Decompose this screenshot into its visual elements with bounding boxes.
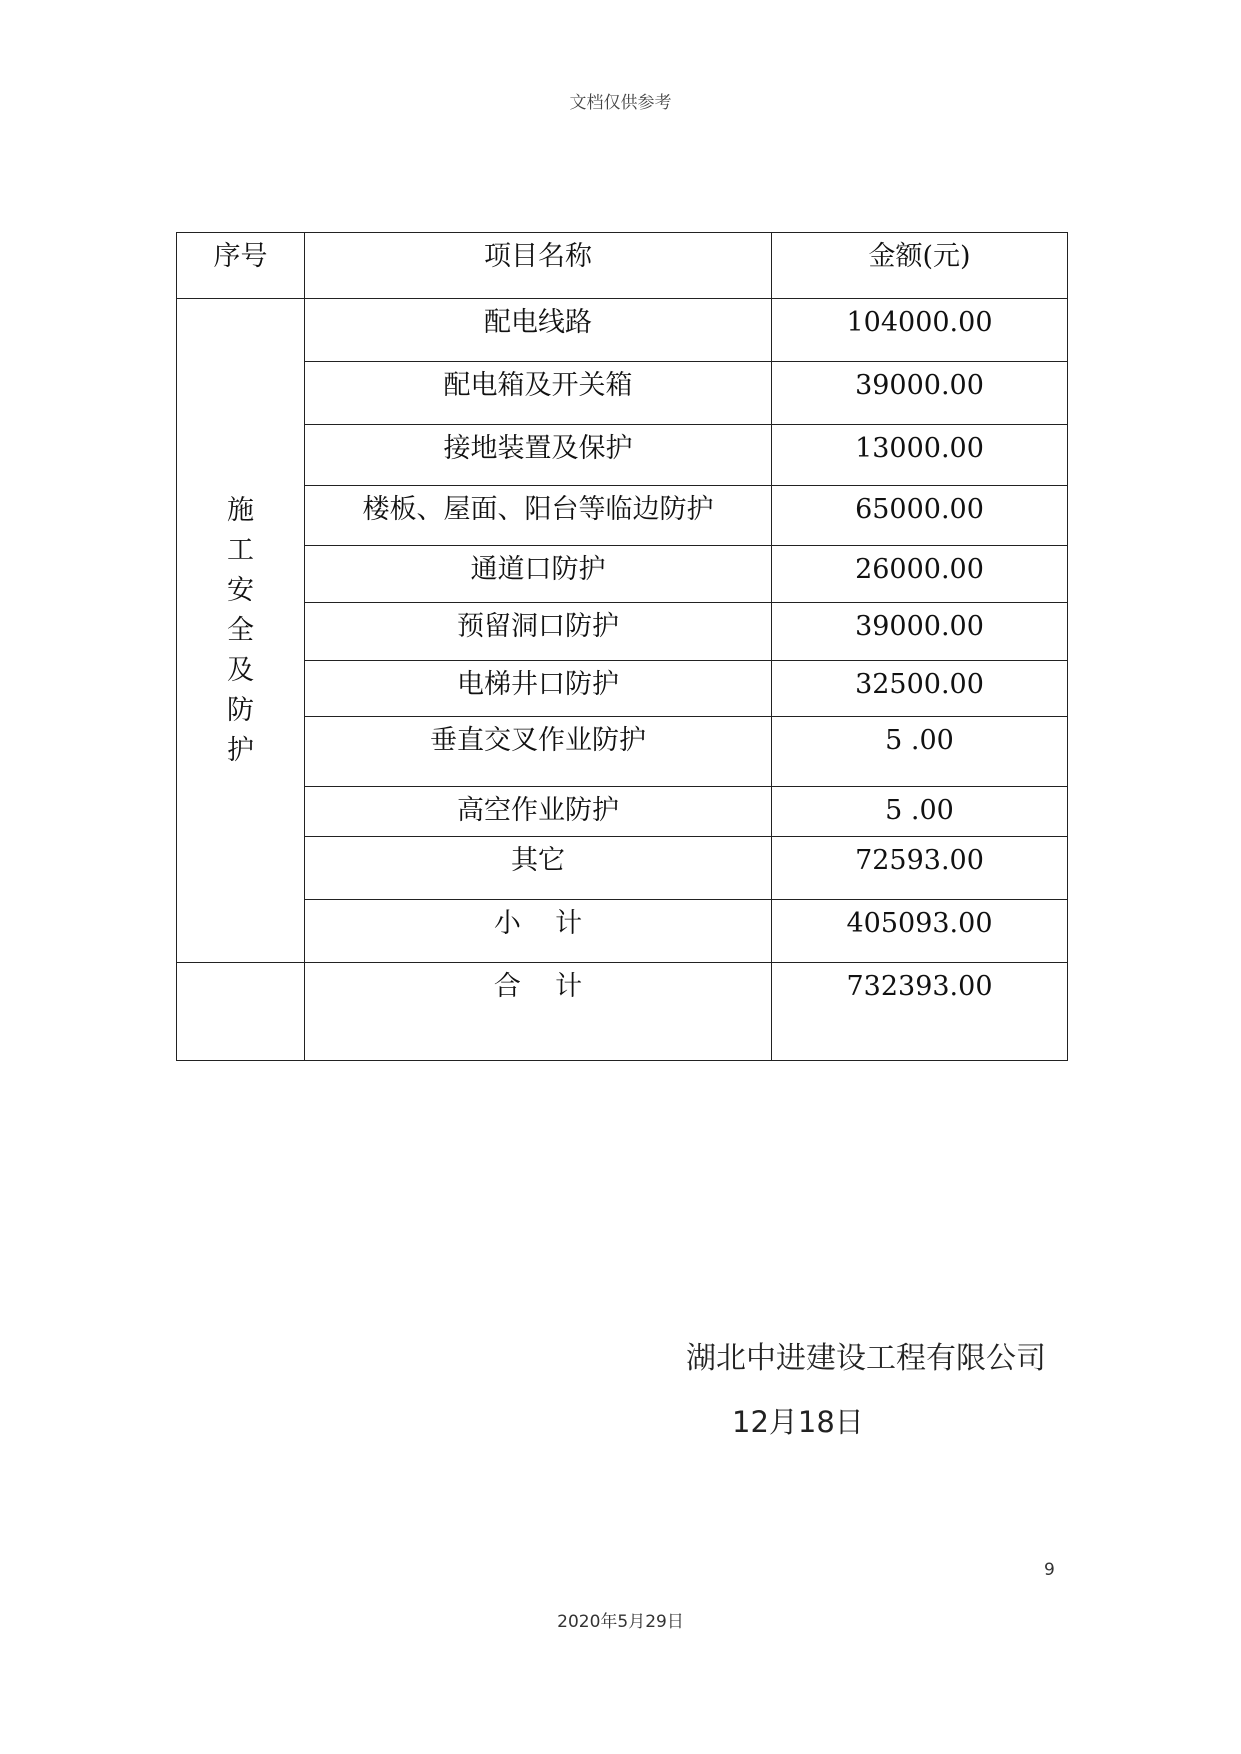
signature-date: 12月18日 — [732, 1405, 864, 1439]
cost-table — [176, 232, 1068, 1061]
item-amount: 104000.00 — [772, 299, 1068, 362]
item-name: 配电箱及开关箱 — [305, 362, 772, 425]
table-row — [177, 299, 1068, 362]
table-row — [177, 425, 1068, 486]
item-name: 其它 — [305, 837, 772, 900]
item-name: 通道口防护 — [305, 546, 772, 603]
total-seq-cell — [177, 963, 305, 1061]
table-row — [177, 837, 1068, 900]
item-name: 预留洞口防护 — [305, 603, 772, 661]
item-name: 楼板、屋面、阳台等临边防护 — [305, 486, 772, 546]
subtotal-label: 小 计 — [305, 900, 772, 963]
item-amount: 13000.00 — [772, 425, 1068, 486]
item-name: 配电线路 — [305, 299, 772, 362]
item-amount: 5 .00 — [772, 717, 1068, 787]
page-number: 9 — [1044, 1560, 1055, 1580]
header-amount: 金额(元) — [772, 233, 1068, 299]
category-cell — [177, 299, 305, 963]
item-amount: 72593.00 — [772, 837, 1068, 900]
item-amount: 65000.00 — [772, 486, 1068, 546]
item-name: 接地装置及保护 — [305, 425, 772, 486]
table-row — [177, 546, 1068, 603]
subtotal-row — [177, 900, 1068, 963]
table-row — [177, 717, 1068, 787]
total-row — [177, 963, 1068, 1061]
category-label: 施 工 安 全 及 防 护 — [227, 494, 254, 766]
item-name: 电梯井口防护 — [305, 661, 772, 717]
item-name: 垂直交叉作业防护 — [305, 717, 772, 787]
page-footer: 2020年5月29日 — [557, 1612, 684, 1632]
table-row — [177, 362, 1068, 425]
item-amount: 39000.00 — [772, 362, 1068, 425]
item-amount: 39000.00 — [772, 603, 1068, 661]
total-amount: 732393.00 — [772, 963, 1068, 1061]
item-name: 高空作业防护 — [305, 787, 772, 837]
table-header-row — [177, 233, 1068, 299]
item-amount: 5 .00 — [772, 787, 1068, 837]
item-amount: 32500.00 — [772, 661, 1068, 717]
item-amount: 26000.00 — [772, 546, 1068, 603]
table-row — [177, 787, 1068, 837]
company-name: 湖北中进建设工程有限公司 — [686, 1341, 1046, 1376]
table-row — [177, 661, 1068, 717]
page-header: 文档仅供参考 — [569, 93, 672, 113]
subtotal-amount: 405093.00 — [772, 900, 1068, 963]
table-row — [177, 603, 1068, 661]
total-label: 合 计 — [305, 963, 772, 1061]
header-name: 项目名称 — [305, 233, 772, 299]
table-row — [177, 486, 1068, 546]
header-seq: 序号 — [177, 233, 305, 299]
